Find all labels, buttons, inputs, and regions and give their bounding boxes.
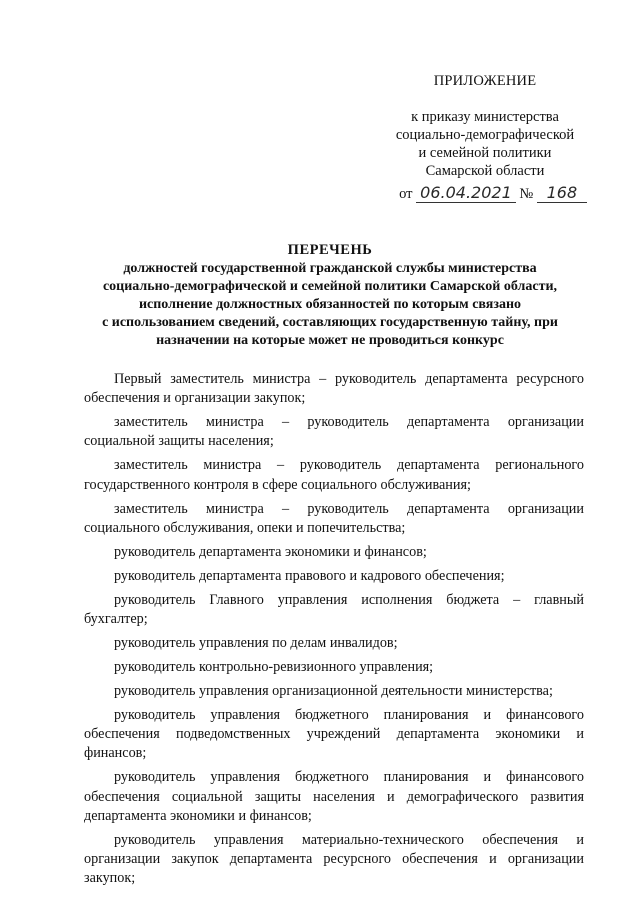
position-item: руководитель контрольно-ревизионного управления; [114,659,434,676]
appendix-line: и семейной политики [418,145,552,161]
position-item: руководитель управления бюджетного планирования и финансового обеспечения подведомственных учреждений департамента экономики и финансов; [84,707,584,762]
number-prefix: № [519,186,534,202]
position-item: Первый заместитель министра – руководитель департамента ресурсного обеспечения и организации закупок; [84,371,584,407]
position-item: заместитель министра – руководитель департамента организации социальной защиты населения; [84,414,584,450]
subtitle-line: назначении на которые может не проводиться конкурс [156,333,504,348]
subtitle-line: исполнение должностных обязанностей по которым связано [138,297,522,312]
document-title: ПЕРЕЧЕНЬ [287,242,373,258]
position-item: руководитель управления по делам инвалидов; [114,635,398,652]
appendix-line: социально-демографической [395,127,575,143]
subtitle-line: должностей государственной гражданской службы министерства [123,261,537,276]
document-title-block [60,241,600,350]
subtitle-line: с использованием сведений, составляющих государственную тайну, при [102,315,558,330]
handwritten-number: 168 [537,184,587,203]
order-date-number [368,184,618,203]
appendix-line: к приказу министерства [411,109,559,125]
position-item: руководитель Главного управления исполнения бюджета – главный бухгалтер; [84,591,584,628]
appendix-header [360,72,610,203]
position-item: руководитель управления бюджетного планирования и финансового обеспечения социальной защиты населения и демографического развития департамента экономики и финансов; [84,769,584,824]
handwritten-date: 06.04.2021 [416,184,516,203]
position-item: руководитель департамента экономики и финансов; [114,543,427,560]
positions-list [84,370,584,893]
position-item: заместитель министра – руководитель департамента организации социального обслуживания, опеки и попечительства; [84,500,584,536]
subtitle-line: социально-демографической и семейной политики Самарской области, [102,279,558,294]
date-prefix: от [399,186,413,202]
position-item: руководитель управления материально-технического обеспечения и организации закупок департамента ресурсного обеспечения и организации закупок; [84,831,584,887]
appendix-order-reference [360,108,610,180]
appendix-line: Самарской области [425,163,545,179]
position-item: руководитель управления организационной деятельности министерства; [114,683,553,700]
position-item: заместитель министра – руководитель департамента регионального государственного контроля в сфере социального обслуживания; [84,457,584,493]
position-item: руководитель департамента правового и кадрового обеспечения; [114,567,505,584]
appendix-title: ПРИЛОЖЕНИЕ [433,73,537,89]
